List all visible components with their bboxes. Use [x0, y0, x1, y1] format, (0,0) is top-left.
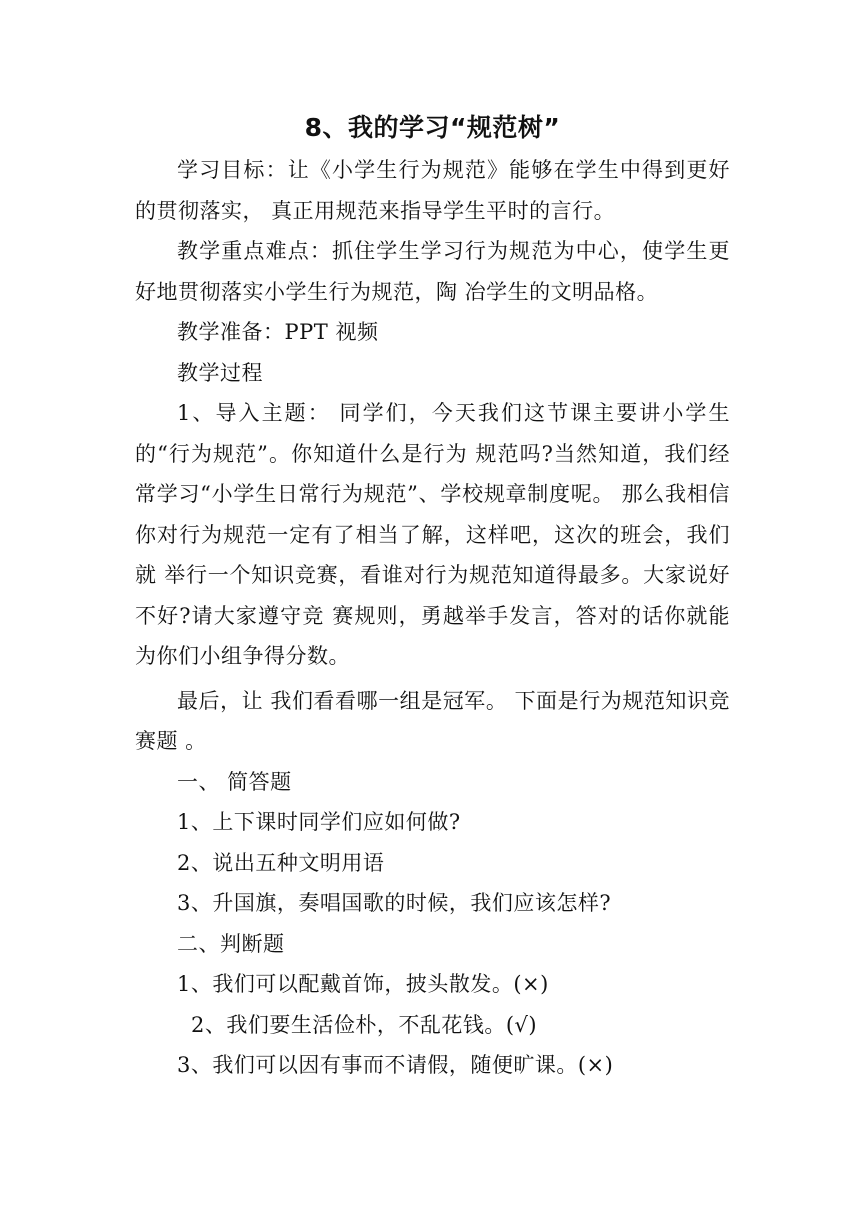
learning-goal-paragraph: 学习目标：让《小学生行为规范》能够在学生中得到更好的贯彻落实， 真正用规范来指导学生平时的言行。 [135, 158, 730, 223]
preparation-paragraph: 教学准备：PPT 视频 [177, 320, 379, 344]
list-item: 1、我们可以配戴首饰，披头散发。(×) [177, 972, 549, 996]
list-item: 1、上下课时同学们应如何做? [177, 810, 461, 834]
intro-paragraph: 1、导入主题： 同学们，今天我们这节课主要讲小学生的“行为规范”。你知道什么是行为 规范吗?当然知道，我们经常学习“小学生日常行为规范”、学校规章制度呢。 那么我相信你对行为规范一定有了相当了解，这样吧，这次的班会，我们就 举行一个知识竞赛，看谁对行为规范知道得最多。大家说好不好?请大家遵守竞 赛规则，勇越举手发言，答对的话你就能为你们小组争得分数。 [135, 401, 730, 668]
process-heading: 教学过程 [177, 360, 263, 385]
true-false-heading: 二、判断题 [177, 931, 285, 956]
closing-paragraph: 最后，让 我们看看哪一组是冠军。 下面是行为规范知识竞赛题 。 [135, 688, 730, 753]
document-page [135, 108, 730, 1086]
true-false-section [135, 924, 730, 1086]
list-item: 2、我们要生活俭朴，不乱花钱。(√) [191, 1012, 538, 1037]
short-answer-heading: 一、 简答题 [177, 769, 292, 794]
list-item: 3、我们可以因有事而不请假，随便旷课。(×) [177, 1053, 614, 1077]
list-item: 2、说出五种文明用语 [177, 850, 385, 875]
short-answer-section [135, 762, 730, 924]
document-title: 8、我的学习“规范树” [304, 113, 561, 142]
list-item: 3、升国旗，奏唱国歌的时候，我们应该怎样? [177, 891, 612, 915]
key-points-paragraph: 教学重点难点：抓住学生学习行为规范为中心，使学生更好地贯彻落实小学生行为规范，陶 冶学生的文明品格。 [135, 239, 730, 304]
